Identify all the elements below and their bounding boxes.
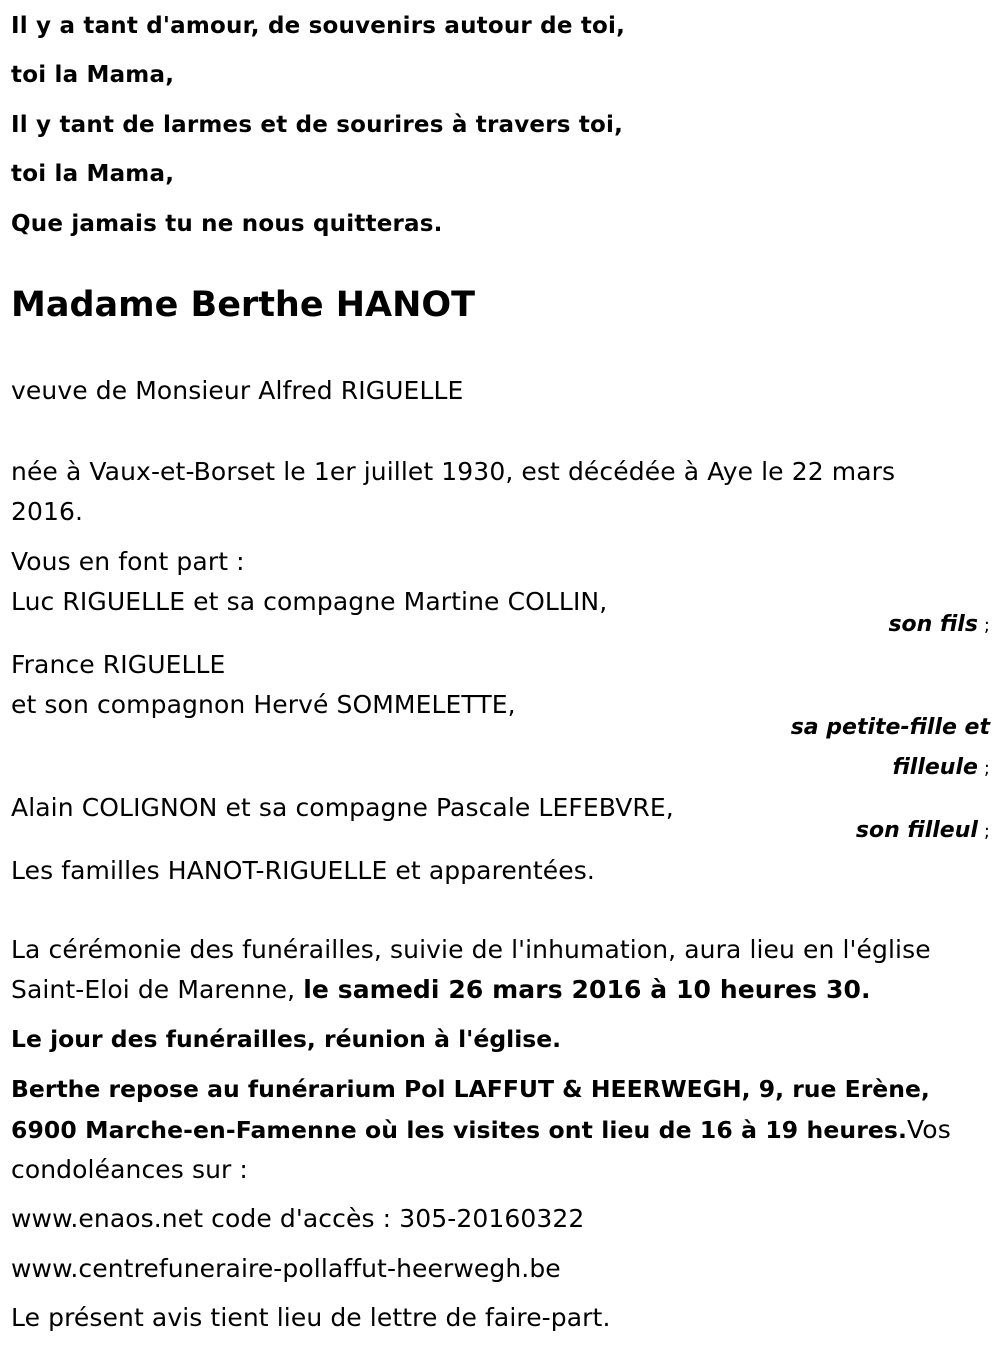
relation-label: sa petite-fille et: [790, 715, 990, 740]
family-entry-name: Luc RIGUELLE et sa compagne Martine COLLIN,: [11, 587, 608, 616]
ceremony-place: Saint-Eloi de Marenne,: [11, 975, 304, 1004]
relation-label: son filleul: [855, 818, 978, 843]
birth-death-line-2: 2016.: [11, 497, 84, 526]
birth-death-line-1: née à Vaux-et-Borset le 1er juillet 1930, est décédée à Aye le 22 mars: [11, 457, 896, 486]
relation-label: filleule: [892, 755, 978, 780]
enaos-link[interactable]: www.enaos.net code d'accès : 305-20160322: [11, 1204, 585, 1233]
ceremony-datetime: le samedi 26 mars 2016 à 10 heures 30.: [303, 975, 871, 1004]
family-relation: [856, 816, 990, 847]
repose-line-1: Berthe repose au funérarium Pol LAFFUT & HEERWEGH, 9, rue Erène,: [11, 1075, 930, 1103]
relation-separator: ;: [983, 615, 990, 636]
condolences-line: condoléances sur :: [11, 1155, 248, 1184]
repose-line-2: [11, 1110, 951, 1150]
family-relation: [888, 610, 990, 641]
footer-note: Le présent avis tient lieu de lettre de faire-part.: [11, 1303, 611, 1332]
poem-line: toi la Mama,: [11, 62, 175, 88]
family-relation: [791, 713, 990, 743]
family-intro: Vous en font part :: [11, 547, 245, 576]
relation-separator: ;: [983, 821, 990, 842]
family-entry-name: Alain COLIGNON et sa compagne Pascale LEFEBVRE,: [11, 793, 674, 822]
relation-label: son fils: [888, 612, 978, 637]
ceremony-line-2: [11, 970, 871, 1010]
visit-hours: 6900 Marche-en-Famenne où les visites ont lieu de 16 à 19 heures.: [11, 1116, 908, 1144]
family-entry-name: et son compagnon Hervé SOMMELETTE,: [11, 690, 516, 719]
poem-line: Il y tant de larmes et de sourires à travers toi,: [11, 112, 624, 138]
deceased-name: Madame Berthe HANOT: [11, 285, 476, 325]
funeral-center-link[interactable]: www.centrefuneraire-pollaffut-heerwegh.be: [11, 1254, 561, 1283]
poem-line: Il y a tant d'amour, de souvenirs autour de toi,: [11, 13, 626, 39]
family-relation: [892, 753, 990, 784]
widow-of: veuve de Monsieur Alfred RIGUELLE: [11, 376, 464, 405]
family-entry-name: France RIGUELLE: [11, 650, 226, 679]
relation-separator: ;: [983, 758, 990, 779]
condolences-prefix: Vos: [907, 1115, 951, 1144]
families-line: Les familles HANOT-RIGUELLE et apparentées.: [11, 856, 595, 885]
poem-line: toi la Mama,: [11, 161, 175, 187]
meeting-line: Le jour des funérailles, réunion à l'église.: [11, 1025, 562, 1053]
ceremony-line-1: La cérémonie des funérailles, suivie de l'inhumation, aura lieu en l'église: [11, 935, 931, 964]
poem-line: Que jamais tu ne nous quitteras.: [11, 211, 443, 237]
